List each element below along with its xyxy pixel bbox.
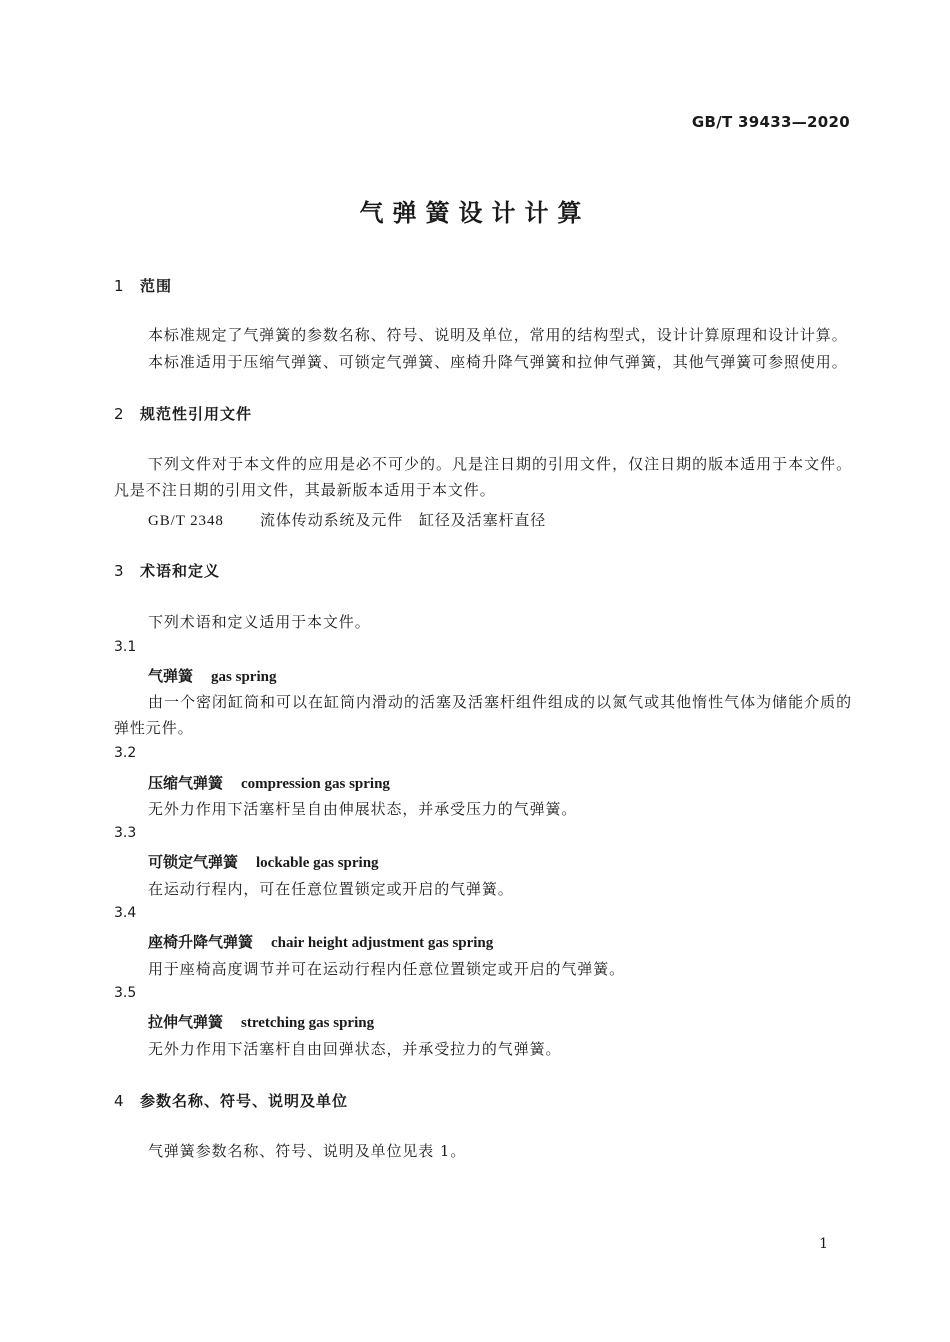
- term-zh: 气弹簧: [148, 667, 194, 685]
- page-number: 1: [819, 1236, 828, 1252]
- clause-number: 3.3: [114, 825, 137, 841]
- term-definition: 无外力作用下活塞杆自由回弹状态，并承受拉力的气弹簧。: [148, 1040, 562, 1058]
- term-en: gas spring: [211, 669, 277, 685]
- term-heading: [148, 931, 493, 952]
- clause-number: 3.1: [114, 639, 137, 655]
- section-number: 3: [114, 562, 125, 580]
- section-title: 规范性引用文件: [140, 405, 253, 423]
- section-4-heading: [114, 1090, 348, 1111]
- paragraph: 下列术语和定义适用于本文件。: [148, 613, 371, 631]
- term-heading: [148, 772, 390, 793]
- paragraph: 本标准适用于压缩气弹簧、可锁定气弹簧、座椅升降气弹簧和拉伸气弹簧，其他气弹簧可参照使用。: [148, 353, 848, 371]
- term-definition: 无外力作用下活塞杆呈自由伸展状态，并承受压力的气弹簧。: [148, 800, 578, 818]
- normative-reference: [148, 509, 546, 530]
- term-zh: 压缩气弹簧: [148, 774, 224, 792]
- clause-number: 3.5: [114, 985, 137, 1001]
- section-title: 术语和定义: [140, 562, 221, 580]
- document-title: 气弹簧设计计算: [359, 199, 591, 227]
- section-number: 1: [114, 277, 125, 295]
- section-2-heading: [114, 403, 252, 424]
- term-en: compression gas spring: [241, 776, 390, 792]
- clause-number: 3.4: [114, 905, 137, 921]
- section-1-heading: [114, 275, 172, 296]
- term-en: chair height adjustment gas spring: [271, 935, 494, 951]
- term-definition: 用于座椅高度调节并可在运动行程内任意位置锁定或开启的气弹簧。: [148, 960, 626, 978]
- section-title: 范围: [140, 277, 173, 295]
- term-en: lockable gas spring: [256, 855, 379, 871]
- term-zh: 可锁定气弹簧: [148, 853, 239, 871]
- term-heading: [148, 665, 276, 686]
- paragraph: 本标准规定了气弹簧的参数名称、符号、说明及单位，常用的结构型式，设计计算原理和设计计算。: [148, 326, 848, 344]
- term-zh: 座椅升降气弹簧: [148, 933, 254, 951]
- term-definition: 在运动行程内，可在任意位置锁定或开启的气弹簧。: [148, 880, 514, 898]
- section-number: 2: [114, 405, 125, 423]
- section-number: 4: [114, 1092, 125, 1110]
- term-heading: [148, 1011, 374, 1032]
- term-heading: [148, 851, 379, 872]
- reference-code: GB/T 2348: [148, 513, 224, 529]
- clause-number: 3.2: [114, 745, 137, 761]
- term-definition: 由一个密闭缸筒和可以在缸筒内滑动的活塞及活塞杆组件组成的以氮气或其他惰性气体为储能介质的弹性元件。: [114, 693, 852, 737]
- standard-code: GB/T 39433—2020: [691, 113, 850, 131]
- section-title: 参数名称、符号、说明及单位: [140, 1092, 349, 1110]
- paragraph: 下列文件对于本文件的应用是必不可少的。凡是注日期的引用文件，仅注日期的版本适用于本文件。凡是不注日期的引用文件，其最新版本适用于本文件。: [114, 455, 852, 499]
- term-en: stretching gas spring: [241, 1015, 375, 1031]
- term-zh: 拉伸气弹簧: [148, 1013, 224, 1031]
- reference-title: 流体传动系统及元件 缸径及活塞杆直径: [260, 511, 547, 529]
- section-3-heading: [114, 560, 220, 581]
- paragraph: 气弹簧参数名称、符号、说明及单位见表 1。: [148, 1142, 467, 1160]
